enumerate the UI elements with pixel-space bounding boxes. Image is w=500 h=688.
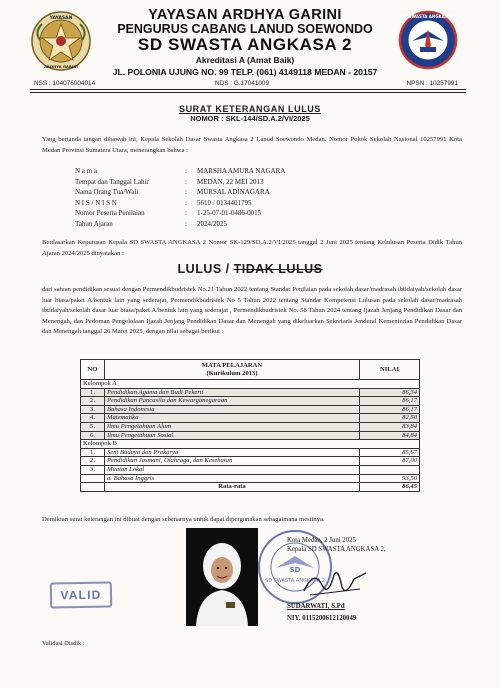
identity-value: MURSAL ADINAGARA xyxy=(197,188,270,197)
foundation-name: YAYASAN ARDHYA GARINI xyxy=(148,7,342,23)
table-row xyxy=(81,431,420,440)
table-row xyxy=(81,388,420,397)
row-score: 87,00 xyxy=(360,457,420,466)
closing-paragraph: Demikian surat keterangan ini dibuat dengan sebenarnya untuk dapat dipergunakan sebagaimana mestinya. xyxy=(42,516,325,523)
header-divider-thin xyxy=(30,92,466,93)
table-row xyxy=(81,414,420,423)
identity-label: Tahun Ajaran xyxy=(75,219,113,228)
grades-table xyxy=(80,359,420,492)
row-no: 5. xyxy=(81,422,105,431)
row-no: 1. xyxy=(81,388,105,397)
table-row xyxy=(81,474,420,483)
status-fail-struck: TIDAK LULUS xyxy=(233,262,323,276)
group-row xyxy=(81,440,420,449)
row-no: 4. xyxy=(81,414,105,423)
student-identity-table xyxy=(75,166,285,230)
valid-stamp: VALID xyxy=(50,581,112,608)
npsn-number: NPSN : 10257991 xyxy=(406,80,458,87)
identity-row xyxy=(75,177,285,188)
row-score xyxy=(360,465,420,474)
document-title: SURAT KETERANGAN LULUS xyxy=(178,104,322,114)
identity-colon: : xyxy=(185,188,187,197)
group-row xyxy=(81,380,420,389)
nss-number: NSS : 104076004014 xyxy=(34,80,96,87)
logo-left-bottom-text: ARDHYA GARINI xyxy=(44,64,78,69)
row-subject: Muatan Lokal xyxy=(105,465,360,474)
row-subject: Pendidikan Pancasila dan Kewarganegaraan xyxy=(105,397,360,406)
average-label: Rata-rata xyxy=(105,483,360,492)
grades-header-row xyxy=(81,360,420,380)
table-row xyxy=(81,405,420,414)
identity-value: MARSHA AMURA NAGARA xyxy=(197,167,286,175)
identity-colon: : xyxy=(185,177,187,186)
identity-value: MEDAN, 22 MEI 2013 xyxy=(197,177,264,186)
row-score: 85,67 xyxy=(360,448,420,457)
student-photo xyxy=(186,528,258,626)
regulation-basis-paragraph: dari satuan pendidikan sesuai dengan Permendikbudristek No.21 Tahun 2022 tentang Standar Penilaian pada sekolah dasar/madrasah ibtidaiyah/sekolah dasar luar biasa/paket A/bentuk lain yang sederajat, Permendikbudristek No 5 Tahun 2022 tentang Standar Kompetensi Lulusan pada sekolah dasar/madrasah ibtidaiyah/sekolah dasar luar biasa/paket A/bentuk lain yang sederajat , Permendikbudristek No. 58 Tahun 2024 tentang Ijazah Jenjang Pendidikan Dasar dan Menengah, dan Pedoman Pengelolaan Ijazah Jenjang Pendidikan Dasar dan Menengah yang dikeluarkan Sekretaris Jenderal Kementerian Pendidikan Dasar dan Menengah tanggal 26 Maret 2025, dengan nilai sebagai berikut : xyxy=(42,286,462,335)
accreditation: Akreditasi A (Amat Baik) xyxy=(195,55,295,65)
row-score: 84,84 xyxy=(360,431,420,440)
school-logo-icon xyxy=(398,9,458,71)
header-no: NO xyxy=(81,360,105,380)
row-score: 83,84 xyxy=(360,422,420,431)
principal-name: SUDARWATI, S.Pd xyxy=(287,603,345,610)
header-subject xyxy=(105,360,360,380)
average-empty-cell xyxy=(81,483,105,492)
identity-row xyxy=(75,187,285,198)
status-pass: LULUS / xyxy=(177,262,230,276)
opening-paragraph: Yang bertanda tangan dibawah ini, Kepala Sekolah Dasar Swasta Angkasa 2 Lanud Soewondo Medan. Nomor Pokok Sekolah Nasional 10257991 Kota Medan Provinsi Sumatera Utara, menerangkan bahwa : xyxy=(42,136,462,154)
logo-right-text: SD SWASTA ANGKASA 2 xyxy=(401,14,455,19)
row-subject: Matematika xyxy=(105,414,360,423)
row-subject: Ilmu Pengetahuan Sosial xyxy=(105,431,360,440)
sign-place-date: Kota Medan, 2 Juni 2025 xyxy=(287,537,356,544)
nds-number: NDS : G.17041009 xyxy=(215,80,269,87)
identity-row xyxy=(75,219,285,230)
identity-row xyxy=(75,198,285,209)
row-score: 86,17 xyxy=(360,397,420,406)
row-subject: Pendidikan Jasmani, Olahraga, dan Kesehatan xyxy=(105,457,360,466)
identity-colon: : xyxy=(185,219,187,228)
handwritten-signature-icon xyxy=(300,565,370,601)
identity-value: 5610 / 0134401795 xyxy=(197,198,252,207)
group-b-label: Kelompok B xyxy=(81,440,420,449)
sign-role: Kepala SD SWASTA ANGKASA 2, xyxy=(287,546,386,553)
row-score: 86,34 xyxy=(360,388,420,397)
table-row xyxy=(81,465,420,474)
identity-label: Tempat dan Tanggal Lahir xyxy=(75,177,149,186)
row-no: 6. xyxy=(81,431,105,440)
identity-colon: : xyxy=(185,167,187,175)
stamp-text: SD SWASTA ANGKASA 2 xyxy=(265,578,325,584)
branch-name: PENGURUS CABANG LANUD SOEWONDO xyxy=(117,22,373,36)
identity-value: 2024/2025 xyxy=(197,219,227,228)
school-address: JL. POLONIA UJUNG NO. 99 TELP. (061) 4149118 MEDAN - 20157 xyxy=(112,67,378,77)
row-subject: Bahasa Indonesia xyxy=(105,405,360,414)
identity-label: N I S / N I S N xyxy=(75,198,117,207)
row-no: 1. xyxy=(81,448,105,457)
table-row xyxy=(81,448,420,457)
identity-colon: : xyxy=(185,198,187,207)
group-a-label: Kelompok A xyxy=(81,380,420,389)
average-value: 86,45 xyxy=(360,483,420,492)
row-no: 3. xyxy=(81,465,105,474)
foundation-logo-icon xyxy=(30,10,92,72)
document-number: NOMOR : SKL-144/SD.A.2/VI/2025 xyxy=(190,114,310,123)
header-divider-thick xyxy=(30,89,466,90)
identity-label: Nama Orang Tua/Wali xyxy=(75,188,139,197)
svg-text:SD: SD xyxy=(289,566,301,574)
decision-paragraph: Berdasarkan Keputusan Kepala SD SWASTA ANGKASA 2 Nomor SK-129/SD.A.2/VI/2025 tanggal 2 Juni 2025 tentang Kelulusan Peserta Didik Tahun Ajaran 2024/2025 dinyatakan : xyxy=(42,239,462,257)
row-subject: a. Bahasa Inggris xyxy=(105,474,360,483)
row-subject: Seni Budaya dan Prakarya xyxy=(105,448,360,457)
identity-label: Nomor Peserta Penilaian xyxy=(75,209,145,218)
logo-left-top-text: YAYASAN xyxy=(49,16,73,21)
school-name: SD SWASTA ANGKASA 2 xyxy=(137,35,353,54)
row-score: 86,17 xyxy=(360,405,420,414)
row-no: 2. xyxy=(81,457,105,466)
row-score: 93,50 xyxy=(360,474,420,483)
table-row xyxy=(81,457,420,466)
row-subject: Pendidikan Agama dan Budi Pekerti xyxy=(105,388,360,397)
header-score: NILAI xyxy=(360,360,420,380)
identity-value: 1-25-07-01-0486-0015 xyxy=(197,209,262,218)
row-no: 3. xyxy=(81,405,105,414)
identity-label: N a m a xyxy=(75,167,97,175)
identity-colon: : xyxy=(185,209,187,218)
row-no xyxy=(81,474,105,483)
principal-nip: NIY. 0115200612120049 xyxy=(287,615,357,622)
graduation-status xyxy=(0,262,500,276)
identity-row xyxy=(75,208,285,219)
identity-row xyxy=(75,166,285,177)
header-subject-title: MATA PELAJARAN xyxy=(201,361,263,369)
table-row xyxy=(81,397,420,406)
average-row xyxy=(81,483,420,492)
row-score: 82,50 xyxy=(360,414,420,423)
row-no: 2. xyxy=(81,397,105,406)
table-row xyxy=(81,422,420,431)
row-subject: Ilmu Pengetahuan Alam xyxy=(105,422,360,431)
header-subject-curriculum: (Kurikulum 2013) xyxy=(206,369,258,377)
validation-label: Validasi Disdik : xyxy=(42,640,85,647)
